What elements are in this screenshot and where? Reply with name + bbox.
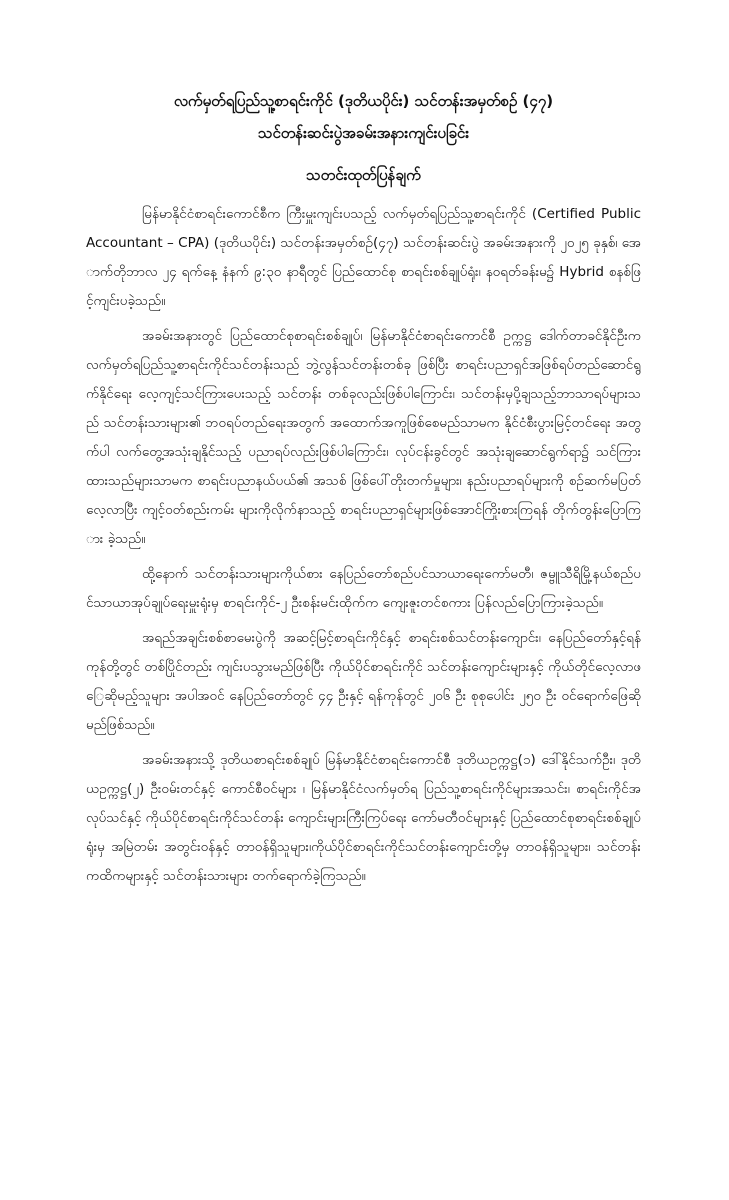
paragraph-attendees: အခမ်းအနားသို့ ဒုတိယစာရင်းစစ်ချုပ် မြန်မာနိုင်ငံစာရင်းကောင်စီ ဒုတိယဥက္ကဋ္ဌ(၁) ဒေါ်နိုင်သက်ဦး၊ ဒုတိယဥက္ကဋ္ဌ(၂) ဦးဝမ်းတင်နှင့် ကောင်စီဝင်များ ၊ မြန်မာနိုင်ငံလက်မှတ်ရ ပြည်သူ့စာရင်းကိုင်များအသင်း၊ စာရင်းကိုင်အလုပ်သင်နှင့် ကိုယ်ပိုင်စာရင်းကိုင်သင်တန်း ကျောင်းများကြီးကြပ်ရေး ကော်မတီဝင်များနှင့် ပြည်ထောင်စုစာရင်းစစ်ချုပ်ရုံးမှ အမြဲတမ်း အတွင်းဝန်နှင့် တာဝန်ရှိသူများ၊ကိုယ်ပိုင်စာရင်းကိုင်သင်တန်းကျောင်းတို့မှ တာဝန်ရှိသူများ၊ သင်တန်းကထိကများနှင့် သင်တန်းသားများ တက်ရောက်ခဲ့ကြသည်။ [86,752,641,884]
paragraph-exam-info: အရည်အချင်းစစ်စာမေးပွဲကို အဆင့်မြင့်စာရင်းကိုင်နှင့် စာရင်းစစ်သင်တန်းကျောင်း၊ နေပြည်တော်နှင့်ရန်ကုန်တို့တွင် တစ်ပြိုင်တည်း ကျင်းပသွားမည်ဖြစ်ပြီး ကိုယ်ပိုင်စာရင်းကိုင် သင်တန်းကျောင်းများနှင့် ကိုယ်တိုင်လေ့လာဖြေဆိုမည့်သူများ အပါအဝင် နေပြည်တော်တွင် ၄၄ ဦးနှင့် ရန်ကုန်တွင် ၂၀၆ ဦး စုစုပေါင်း ၂၅၀ ဦး ဝင်ရောက်ဖြေဆိုမည်ဖြစ်သည်။ [86,630,641,733]
document-title: လက်မှတ်ရပြည်သူ့စာရင်းကိုင် (ဒုတိယပိုင်း) သင်တန်းအမှတ်စဉ် (၄၇) [173,92,554,110]
document-subtitle: သင်တန်းဆင်းပွဲအခမ်းအနားကျင်းပခြင်း [257,124,470,142]
paragraph-chairman-speech: အခမ်းအနားတွင် ပြည်ထောင်စုစာရင်းစစ်ချုပ်၊ မြန်မာနိုင်ငံစာရင်းကောင်စီ ဥက္ကဋ္ဌ ဒေါက်တာခင်နိုင်ဦးက လက်မှတ်ရပြည်သူ့စာရင်းကိုင်သင်တန်းသည် ဘွဲ့လွန်သင်တန်းတစ်ခု ဖြစ်ပြီး စာရင်းပညာရှင်အဖြစ်ရပ်တည်ဆောင်ရွက်နိုင်ရေး လေ့ကျင့်သင်ကြားပေးသည့် သင်တန်း တစ်ခုလည်းဖြစ်ပါကြောင်း၊ သင်တန်းမှပို့ချသည့်ဘာသာရပ်များသည် သင်တန်းသားများ၏ ဘဝရပ်တည်ရေးအတွက် အထောက်အကူဖြစ်စေမည်သာမက နိုင်ငံစီးပွားမြင့်တင်ရေး အတွက်ပါ လက်တွေ့အသုံးချနိုင်သည့် ပညာရပ်လည်းဖြစ်ပါကြောင်း၊ လုပ်ငန်းခွင်တွင် အသုံးချဆောင်ရွက်ရာ၌ သင်ကြားထားသည်များသာမက စာရင်းပညာနယ်ပယ်၏ အသစ် ဖြစ်ပေါ်တိုးတက်မှုများ၊ နည်းပညာရပ်များကို စဉ်ဆက်မပြတ်လေ့လာပြီး ကျင့်ဝတ်စည်းကမ်း များကိုလိုက်နာသည့် စာရင်းပညာရှင်များဖြစ်အောင်ကြိုးစားကြရန် တိုက်တွန်းပြောကြား ခဲ့သည်။ [86,328,641,547]
paragraph-ceremony-details: မြန်မာနိုင်ငံစာရင်းကောင်စီက ကြီးမှူးကျင်းပသည့် လက်မှတ်ရပြည်သူ့စာရင်းကိုင် (Certified Public Accountant – CPA) (ဒုတိယပိုင်း) သင်တန်းအမှတ်စဉ်(၄၇) သင်တန်းဆင်းပွဲ အခမ်းအနားကို ၂၀၂၅ ခုနှစ်၊ အောက်တိုဘာလ ၂၄ ရက်နေ့ နံနက် ၉:၃၀ နာရီတွင် ပြည်ထောင်စု စာရင်းစစ်ချုပ်ရုံး၊ နဝရတ်ခန်းမ၌ Hybrid စနစ်ဖြင့်ကျင်းပခဲ့သည်။ [86,206,641,309]
paragraph-student-thanks: ထို့နောက် သင်တန်းသားများကိုယ်စား နေပြည်တော်စည်ပင်သာယာရေးကော်မတီ၊ ဇမ္ဗူသီရိမြို့နယ်စည်ပင်သာယာအုပ်ချုပ်ရေးမှူးရုံးမှ စာရင်းကိုင်-၂ ဦးစန်းမင်းထိုက်က ကျေးဇူးတင်စကား ပြန်လည်ပြောကြားခဲ့သည်။ [86,566,641,611]
document-type-heading: သတင်းထုတ်ပြန်ချက် [306,166,421,184]
